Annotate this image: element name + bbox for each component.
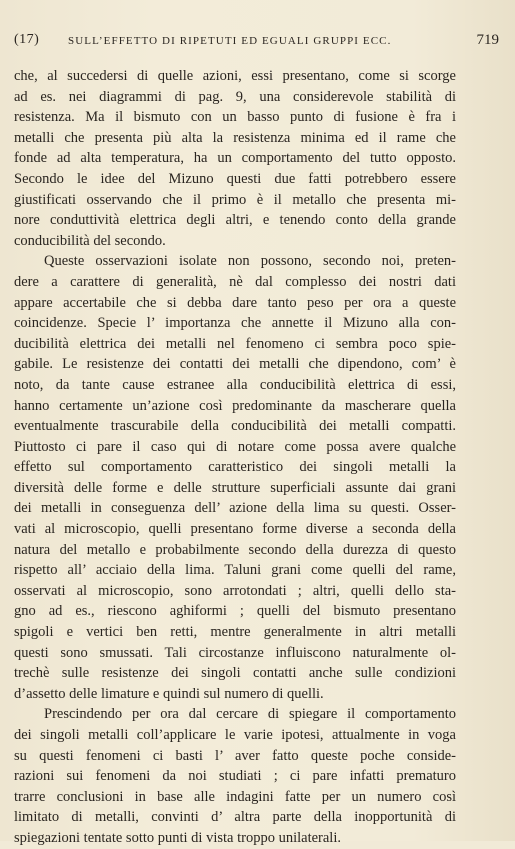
page-number: 719 (476, 32, 499, 48)
text-line: trarre conclusioni in base alle indagini fatte per un numero così (14, 788, 456, 805)
text-line: giustificati osservando che il primo è il metallo che presenta mi- (14, 191, 456, 208)
text-line: gabile. Le resistenze dei contatti dei metalli che dipendono, com’ è (14, 356, 456, 373)
running-title: SULL’EFFETTO DI RIPETUTI ED EGUALI GRUPPI ECC. (68, 35, 392, 47)
text-line: metalli che presenta più alta la resistenza minima ed il rame che (14, 129, 456, 146)
text-line: questi sono smussati. Tali circostanze influiscono naturalmente ol- (14, 644, 456, 661)
text-line: su questi fenomeni ci basti l’ aver fatto queste poche conside- (14, 747, 456, 764)
text-line: limitato di metalli, convinti d’ altra parte della inopportunità di (14, 809, 456, 826)
text-line: resistenza. Ma il bismuto con un basso punto di fusione è fra i (14, 109, 456, 126)
text-line: fonde ad alta temperatura, ha un comportamento del tutto opposto. (14, 150, 456, 167)
text-line: natura del metallo e probabilmente secondo della durezza di questo (14, 541, 456, 558)
text-line: dere a carattere di generalità, nè dal complesso dei nostri dati (14, 273, 456, 290)
text-line: nore conduttività elettrica degli altri, e tenendo conto della grande (14, 212, 456, 229)
text-line: dei metalli in conseguenza dell’ azione della lima su questi. Osser- (14, 500, 456, 517)
text-line: gno ad es., riescono aghiformi ; quelli del bismuto presentano (14, 603, 456, 620)
text-line: ducibilità elettrica dei metalli nel fenomeno ci sembra poco spie- (14, 335, 456, 352)
section-number: (17) (14, 32, 40, 47)
text-line: dei singoli metalli coll’applicare le varie ipotesi, attualmente in voga (14, 727, 456, 743)
text-line: spigoli e vertici ben retti, mentre generalmente in altri metalli (14, 624, 456, 641)
text-line: che, al succedersi di quelle azioni, essi presentano, come si scorge (14, 68, 456, 84)
text-line: trechè sulle resistenze dei singoli contatti anche sulle condizioni (14, 665, 456, 682)
text-line: Queste osservazioni isolate non possono, secondo noi, preten- (44, 253, 456, 270)
text-line: eventualmente trascurabile della conducibilità dei metalli compatti. (14, 418, 456, 435)
text-line: effetto sul comportamento caratteristico dei singoli metalli la (14, 459, 456, 476)
running-header (14, 32, 499, 52)
text-line: spiegazioni tentate sotto punti di vista troppo unilaterali. (14, 829, 341, 846)
text-line: osservati al microscopio, sono arrotondati ; altri, quelli dello sta- (14, 582, 456, 599)
text-line: Prescindendo per ora dal cercare di spiegare il comportamento (44, 706, 456, 723)
text-line: appare accertabile che si debba dare tanto peso per ora a queste (14, 294, 456, 311)
text-line: hanno certamente un’azione così predominante da mascherare quella (14, 397, 456, 414)
text-line: Piuttosto ci pare il caso qui di notare come possa avere qualche (14, 438, 456, 455)
text-line: vati al microscopio, quelli presentano forme diverse a seconda della (14, 521, 456, 538)
text-line: diversità delle forme e delle strutture superficiali assunte dai grani (14, 479, 456, 496)
text-line: Secondo le idee del Mizuno questi due fatti potrebbero essere (14, 170, 456, 187)
text-line: coincidenze. Specie l’ importanza che annette il Mizuno alla con- (14, 315, 456, 332)
text-line: noto, da tante cause estranee alla conducibilità elettrica di essi, (14, 376, 456, 393)
text-line: ad es. nei diagrammi di pag. 9, una considerevole stabilità di (14, 88, 456, 105)
text-line: razioni sui fenomeni da noi studiati ; ci pare infatti prematuro (14, 768, 456, 785)
text-line: rispetto all’ acciaio della lima. Taluni grani come quelli del rame, (14, 562, 456, 579)
body-text (14, 66, 456, 849)
text-line: conducibilità del secondo. (14, 232, 166, 249)
text-line: d’assetto delle limature e quindi sul numero di quelli. (14, 685, 324, 702)
